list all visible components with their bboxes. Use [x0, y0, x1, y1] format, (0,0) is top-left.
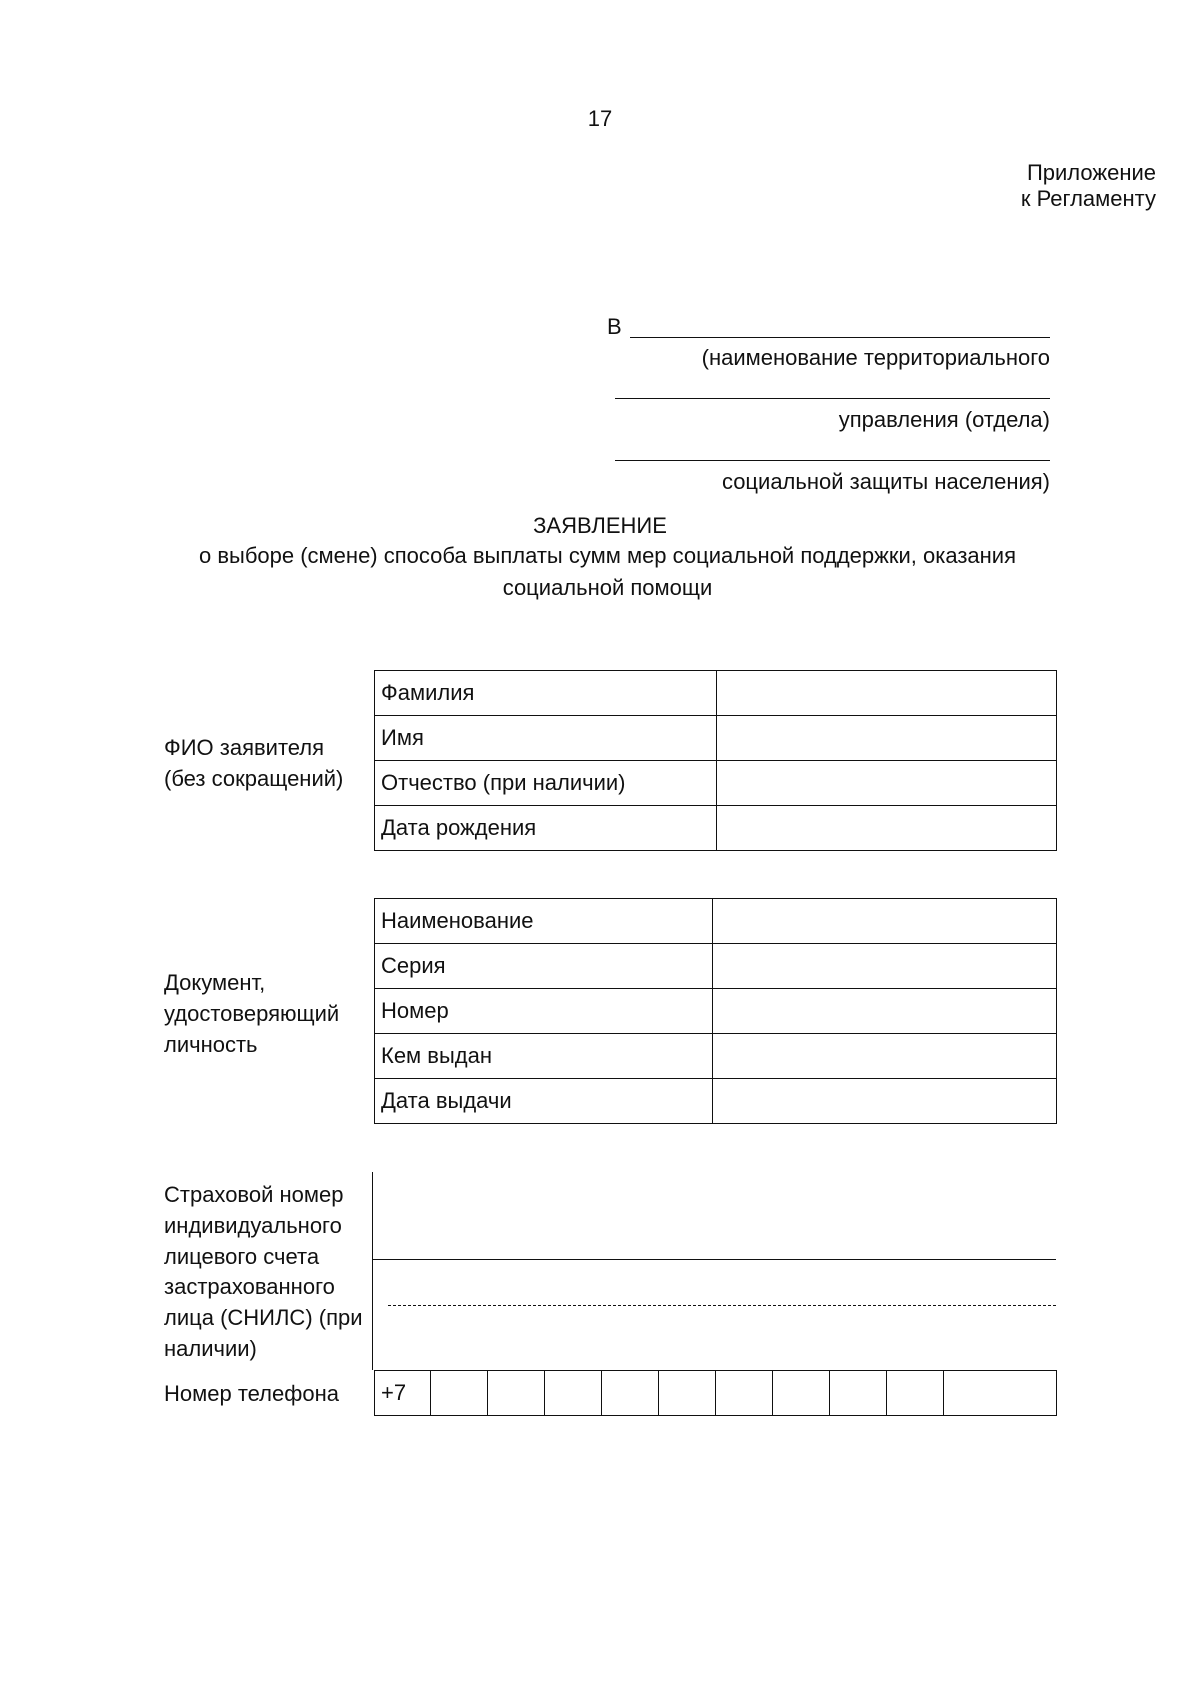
fio-patronymic-field[interactable]	[717, 761, 1057, 806]
phone-digit-cell[interactable]	[488, 1371, 545, 1416]
phone-table	[374, 1370, 1057, 1416]
addressee-caption-2: управления (отдела)	[838, 407, 1050, 432]
phone-digit-cell[interactable]	[659, 1371, 716, 1416]
document-row-label: Номер	[375, 989, 713, 1034]
fio-table	[374, 670, 1057, 851]
snils-divider	[388, 1305, 1056, 1306]
fio-row-label: Фамилия	[375, 671, 717, 716]
document-subtitle-2: социальной помощи	[502, 575, 713, 600]
appendix-line-2: к Регламенту	[1020, 186, 1156, 211]
table-row	[375, 944, 1057, 989]
snils-label-4: застрахованного	[164, 1274, 335, 1299]
page-number: 17	[587, 106, 613, 131]
phone-digit-cell[interactable]	[887, 1371, 944, 1416]
document-row-label: Наименование	[375, 899, 713, 944]
document-number-field[interactable]	[713, 989, 1057, 1034]
document-issuer-field[interactable]	[713, 1034, 1057, 1079]
phone-digit-cell[interactable]	[545, 1371, 602, 1416]
addressee-field-line-3[interactable]	[615, 460, 1050, 461]
document-name-field[interactable]	[713, 899, 1057, 944]
table-row	[375, 716, 1057, 761]
phone-digit-cell[interactable]	[431, 1371, 488, 1416]
table-row	[375, 1079, 1057, 1124]
table-row	[375, 899, 1057, 944]
fio-label-1: ФИО заявителя	[164, 735, 325, 760]
phone-digit-cell[interactable]	[602, 1371, 659, 1416]
snils-label-1: Страховой номер	[164, 1182, 344, 1207]
document-row-label: Кем выдан	[375, 1034, 713, 1079]
fio-row-label: Дата рождения	[375, 806, 717, 851]
table-row	[375, 671, 1057, 716]
fio-row-label: Отчество (при наличии)	[375, 761, 717, 806]
snils-field-line[interactable]	[372, 1259, 1056, 1260]
document-subtitle-1: о выборе (смене) способа выплаты сумм мер социальной поддержки, оказания	[198, 543, 1017, 568]
addressee-field-line-1[interactable]	[630, 337, 1050, 338]
document-label-3: личность	[164, 1032, 258, 1057]
table-row	[375, 1371, 1057, 1416]
snils-label-5: лица (СНИЛС) (при	[164, 1305, 363, 1330]
addressee-prefix: В	[607, 314, 622, 339]
fio-surname-field[interactable]	[717, 671, 1057, 716]
document-label-2: удостоверяющий	[164, 1001, 340, 1026]
phone-digit-cell[interactable]	[716, 1371, 773, 1416]
document-row-label: Дата выдачи	[375, 1079, 713, 1124]
fio-label-2: (без сокращений)	[164, 766, 344, 791]
snils-border	[372, 1172, 373, 1370]
document-row-label: Серия	[375, 944, 713, 989]
document-label-1: Документ,	[164, 970, 266, 995]
phone-digit-cell[interactable]	[830, 1371, 887, 1416]
phone-label: Номер телефона	[164, 1381, 339, 1406]
table-row	[375, 806, 1057, 851]
phone-digit-cell[interactable]	[944, 1371, 1057, 1416]
fio-birthdate-field[interactable]	[717, 806, 1057, 851]
table-row	[375, 989, 1057, 1034]
phone-prefix: +7	[375, 1371, 431, 1416]
document-series-field[interactable]	[713, 944, 1057, 989]
document-issue-date-field[interactable]	[713, 1079, 1057, 1124]
document-table	[374, 898, 1057, 1124]
snils-label-6: наличии)	[164, 1336, 257, 1361]
table-row	[375, 761, 1057, 806]
phone-digit-cell[interactable]	[773, 1371, 830, 1416]
snils-label-3: лицевого счета	[164, 1244, 320, 1269]
document-title: ЗАЯВЛЕНИЕ	[533, 513, 667, 538]
snils-label-2: индивидуального	[164, 1213, 342, 1238]
fio-name-field[interactable]	[717, 716, 1057, 761]
addressee-caption-1: (наименование территориального	[701, 345, 1050, 370]
table-row	[375, 1034, 1057, 1079]
addressee-caption-3: социальной защиты населения)	[721, 469, 1050, 494]
appendix-line-1: Приложение	[1026, 160, 1156, 185]
fio-row-label: Имя	[375, 716, 717, 761]
addressee-field-line-2[interactable]	[615, 398, 1050, 399]
